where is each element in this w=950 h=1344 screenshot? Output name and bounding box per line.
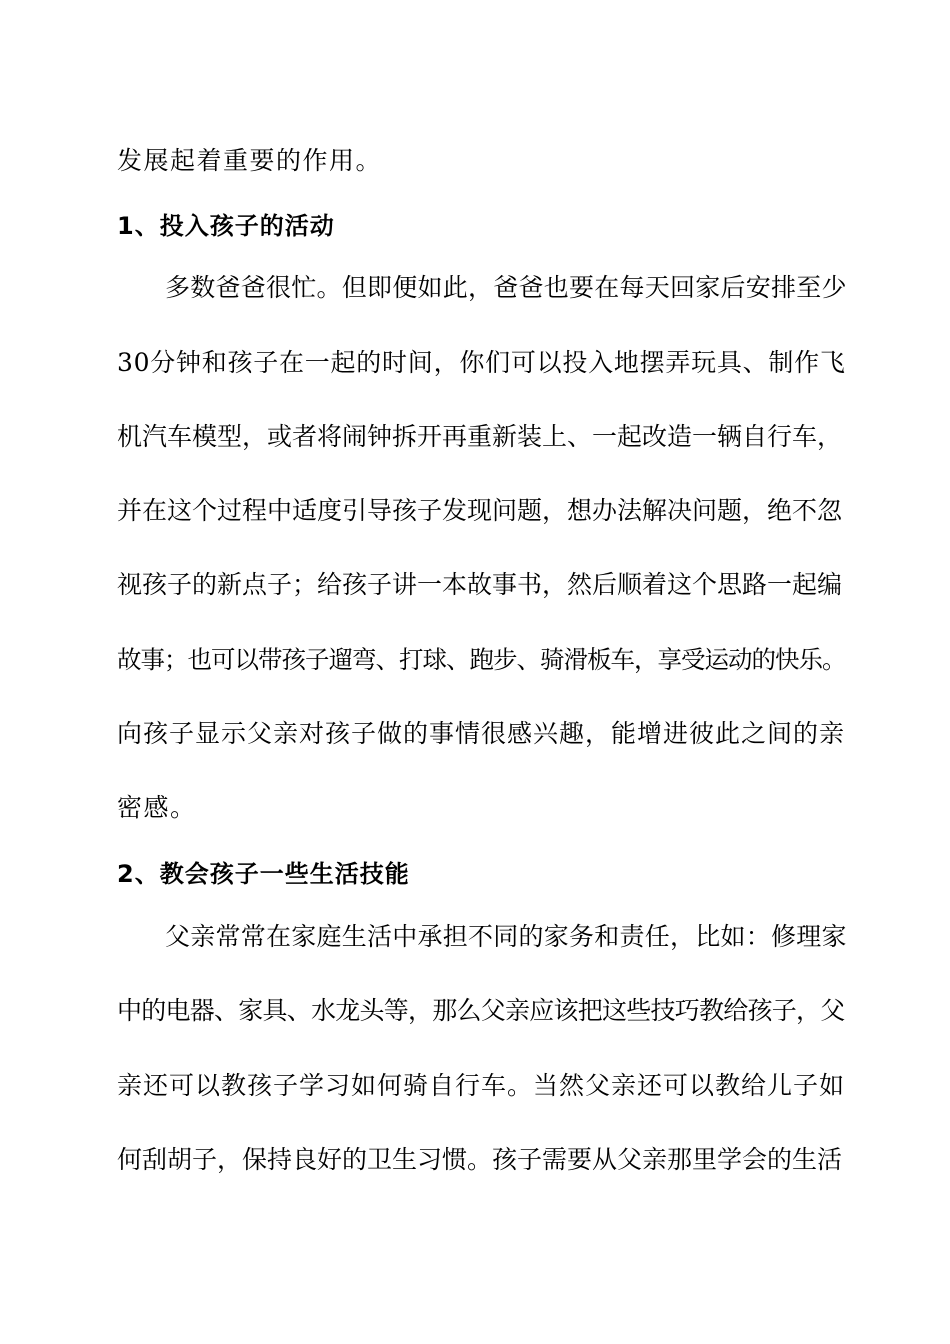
paragraph-line: 亲还可以教孩子学习如何骑自行车。当然父亲还可以教给儿子如 bbox=[117, 1071, 846, 1100]
paragraph-line: 向孩子显示父亲对孩子做的事情很感兴趣，能增进彼此之间的亲 bbox=[117, 719, 846, 748]
paragraph-line: 密感。 bbox=[117, 793, 197, 822]
section-heading-2: 2、教会孩子一些生活技能 bbox=[117, 860, 410, 888]
paragraph-line: 30分钟和孩子在一起的时间，你们可以投入地摆弄玩具、制作飞 bbox=[117, 348, 846, 377]
paragraph-line: 机汽车模型，或者将闹钟拆开再重新装上、一起改造一辆自行车， bbox=[117, 422, 843, 451]
paragraph-line: 中的电器、家具、水龙头等，那么父亲应该把这些技巧教给孩子，父 bbox=[117, 996, 845, 1025]
paragraph-line: 多数爸爸很忙。但即便如此，爸爸也要在每天回家后安排至少 bbox=[165, 273, 847, 302]
paragraph-line: 故事；也可以带孩子遛弯、打球、跑步、骑滑板车，享受运动的快乐。 bbox=[117, 645, 846, 674]
paragraph-line: 视孩子的新点子；给孩子讲一本故事书，然后顺着这个思路一起编 bbox=[117, 570, 843, 599]
paragraph-line: 何刮胡子，保持良好的卫生习惯。孩子需要从父亲那里学会的生活 bbox=[117, 1145, 843, 1174]
paragraph-line: 发展起着重要的作用。 bbox=[117, 146, 383, 175]
paragraph-line: 并在这个过程中适度引导孩子发现问题，想办法解决问题，绝不忽 bbox=[117, 496, 843, 525]
paragraph-line: 父亲常常在家庭生活中承担不同的家务和责任，比如：修理家 bbox=[165, 922, 847, 951]
section-heading-1: 1、投入孩子的活动 bbox=[117, 212, 335, 240]
